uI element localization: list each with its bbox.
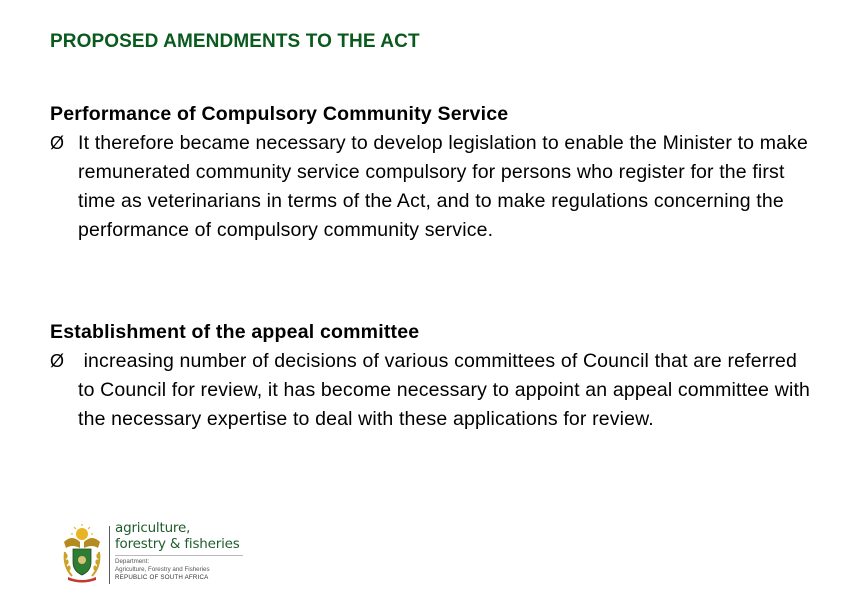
arrow-bullet-icon: Ø [50,351,65,371]
bullet-item [50,347,816,434]
logo-divider [109,526,110,584]
logo-text [115,520,255,582]
bullet-item [50,129,810,245]
arrow-bullet-icon: Ø [50,133,65,153]
section-appeal-committee [50,318,816,434]
bullet-text: increasing number of decisions of various committees of Council that are referred to Council for review, it has become necessary to appoint an appeal committee with the necessary expertise to deal with these applications for review. [78,350,816,430]
department-logo [60,520,250,586]
logo-department-label: Department: [115,558,150,565]
logo-line-1: agriculture, [115,520,191,536]
section-compulsory-community-service [50,100,810,245]
section-heading: Performance of Compulsory Community Service [50,103,509,125]
coat-of-arms-icon [60,522,104,584]
logo-line-2: forestry & fisheries [115,536,240,552]
logo-rule [115,555,243,556]
logo-country: REPUBLIC OF SOUTH AFRICA [115,574,209,581]
slide-title: PROPOSED AMENDMENTS TO THE ACT [50,31,420,52]
logo-department-name: Agriculture, Forestry and Fisheries [115,566,210,573]
section-heading: Establishment of the appeal committee [50,321,420,343]
bullet-text: It therefore became necessary to develop legislation to enable the Minister to make remunerated community service compulsory for persons who register for the first time as veterinarians in terms of the Act, and to make regulations concerning the performance of compulsory community service. [78,132,809,241]
